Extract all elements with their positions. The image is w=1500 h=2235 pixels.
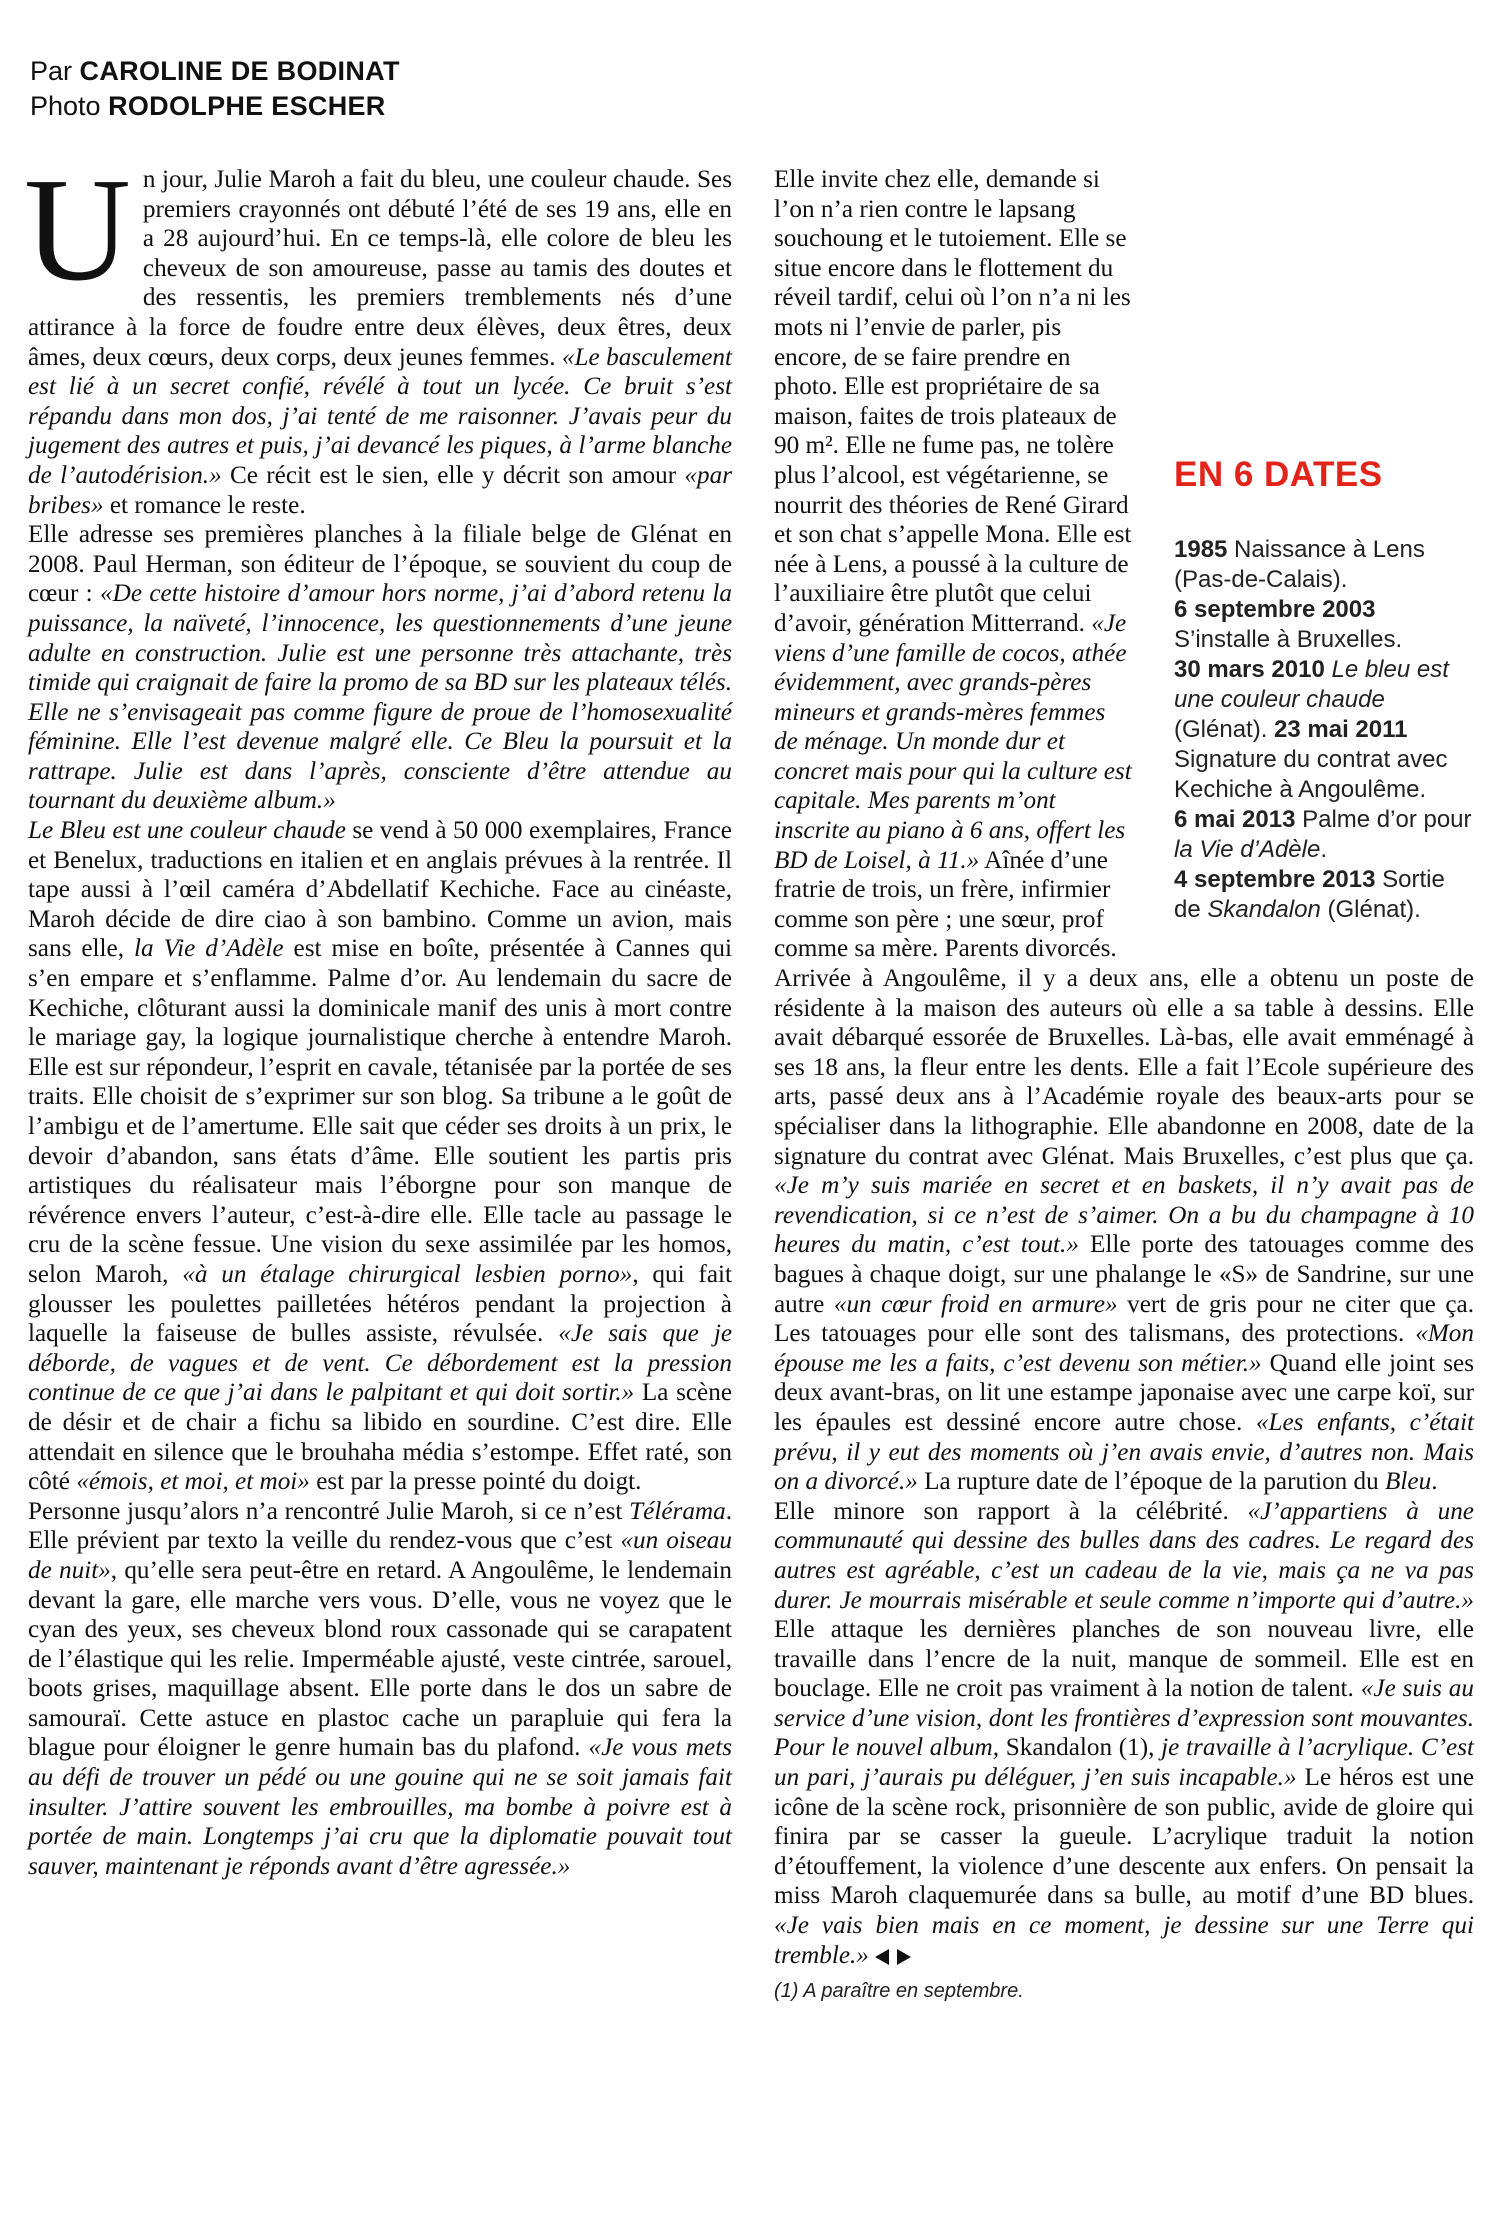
article-text: Le héros est une icône de la scène rock, prisonnière de son public, avide de gloire qui finira par se casser la gueule. L’acrylique traduit la notion d’étouffement, la violence d’une descente aux enfers. On pensait la miss Maroh claquemurée dans sa bulle, au motif d’une BD blues. <box>774 1764 1474 1910</box>
article-text: La rupture date de l’époque de la parution du <box>917 1468 1386 1496</box>
article-text: vert de gris pour ne citer que ça. Les tatouages pour elle sont des talismans, des protections. <box>774 1290 1474 1348</box>
timeline-text: Signature du contrat avec Kechiche à Angoulême. <box>1174 746 1448 803</box>
quote: «Mon épouse me les a faits, c’est devenu son métier.» <box>774 1320 1474 1377</box>
photographer-label: Photo <box>30 91 101 121</box>
quote: «un oiseau de nuit» <box>28 1527 732 1584</box>
article-text: , qui fait glousser les poulettes pailletées hétéros pendant la projection à laquelle la faiseuse de bulles assiste, révulsée. <box>28 1260 732 1348</box>
photographer-line <box>30 89 400 124</box>
timeline-entry <box>1174 535 1474 595</box>
article-text: Elle porte des tatouages comme des bagues à chaque doigt, sur une phalange le «S» de Sandrine, sur une autre <box>774 1231 1475 1318</box>
timeline-text: Sortie de <box>1174 866 1445 923</box>
timeline-work-title: la Vie d’Adèle <box>1174 836 1321 863</box>
photographer-name: RODOLPHE ESCHER <box>108 91 386 121</box>
timeline-work-title: Skandalon <box>1207 896 1321 923</box>
quote: «Je sais que je déborde, de vagues et de vent. Ce débordement est la pression continue de ce que j’ai dans le palpitant et qui doit sortir.» <box>28 1320 732 1407</box>
article-paragraph <box>28 520 732 816</box>
article-text: est mise en boîte, présentée à Cannes qui s’en empare et s’enflamme. Palme d’or. Au lendemain du sacre de Kechiche, clôturant aussi la dominicale manif des unis à mort contre le mariage gay, la logique journalistique cherche à entendre Maroh. Elle est sur répondeur, l’esprit en cavale, tétanisée par la portée de ses traits. Elle choisit de s’exprimer sur son blog. Sa tribune a le goût de l’ambigu et de l’amertume. Elle sait que céder ses droits à un prix, le devoir d’abandon, sans états d’âme. Elle soutient les partis pris artistiques du réalisateur mais l’éborgne pour son manque de révérence envers l’auteur, c’est-à-dire elle. Elle tacle au passage le cru de la scène fessue. Une vision du sexe assimilée par les homos, selon Maroh, <box>28 935 732 1288</box>
article-paragraph <box>28 816 732 1497</box>
article-column-right <box>774 165 1474 2004</box>
article-text: La scène de désir et de chair a fichu sa libido en sourdine. C’est dire. Elle attendait en silence que le brouhaha média s’estompe. Effet raté, son côté <box>28 1379 732 1496</box>
timeline-text: S’installe à Bruxelles. <box>1174 626 1403 653</box>
article-text: n jour, Julie Maroh a fait du bleu, une couleur chaude. Ses premiers crayonnés ont débuté l’été de ses 19 ans, elle en a 28 aujourd’hui. En ce temps-là, elle colore de bleu les cheveux de son amoureuse, passe au tamis des doutes et des ressentis, les premiers tremblements nés d’une attirance à la force de foudre entre deux élèves, deux êtres, deux âmes, deux cœurs, deux corps, deux jeunes femmes. <box>28 166 732 371</box>
quote: je travaille à l’acrylique. C’est un pari, j’aurais pu déléguer, j’en suis incapable.» <box>774 1734 1474 1792</box>
article-text: . Elle prévient par texto la veille du rendez-vous que c’est <box>28 1497 732 1555</box>
article-text: et romance le reste. <box>103 491 306 519</box>
timeline-entry <box>1174 655 1474 805</box>
article-text: . <box>1431 1468 1438 1496</box>
publication-title: Télérama <box>629 1497 726 1525</box>
quote: «Je vais bien mais en ce moment, je dessine sur une Terre qui tremble.» <box>774 1912 1474 1969</box>
timeline-text: . <box>1320 836 1328 863</box>
quote: «par bribes» <box>28 461 733 519</box>
timeline-date: 6 mai 2013 <box>1174 806 1296 833</box>
end-mark-icon <box>875 1949 911 1965</box>
timeline-entry <box>1174 865 1474 925</box>
article-paragraph <box>28 1497 732 1882</box>
timeline-text: (Glénat). <box>1320 896 1421 923</box>
sidebar-title: EN 6 DATES <box>1174 455 1383 494</box>
article-text: se vend à 50 000 exemplaires, France et Benelux, traductions en italien et en anglais prévues à la rentrée. Il tape aussi à l’œil caméra d’Abdellatif Kechiche. Face au cinéaste, Maroh décide de dire ciao à son bambino. Comme un avion, mais sans elle, <box>28 817 732 963</box>
timeline-text: (Glénat). <box>1174 716 1275 743</box>
quote: «J’appartiens à une communauté qui dessine des bulles dans des cadres. Le regard des autres est agréable, c’est un cadeau de la vie, mais ça ne va pas durer. Je mourrais misérable et seule comme n’importe qui d’autre.» <box>774 1497 1474 1614</box>
timeline-date: 6 septembre 2003 <box>1174 596 1376 623</box>
quote: «Je m’y suis mariée en secret et en baskets, il n’y avait pas de revendication, si ce n’est de s’aimer. On a bu du champagne à 10 heures du matin, c’est tout.» <box>774 1172 1474 1259</box>
article-text: Elle adresse ses premières planches à la filiale belge de Glénat en 2008. Paul Herman, son éditeur de l’époque, se souvient du coup de cœur : <box>28 521 732 608</box>
timeline-date: 30 mars 2010 <box>1174 656 1325 683</box>
work-title: la Vie d’Adèle <box>134 935 284 963</box>
article-text: Aînée d’une fratrie de trois, un frère, infirmier comme son père ; une sœur, prof comme sa mère. Parents divorcés. <box>774 846 1117 963</box>
quote: «Les enfants, c’était prévu, il y eut des moments où j’en avais envie, d’autres non. Mais on a divorcé.» <box>774 1408 1474 1496</box>
byline <box>30 54 400 124</box>
article-paragraph <box>774 1497 1474 1971</box>
timeline-text: Palme d’or pour <box>1295 806 1472 833</box>
work-title: Bleu <box>1385 1468 1432 1496</box>
timeline-text: Naissance à Lens (Pas-de-Calais). <box>1174 536 1425 593</box>
dates-sidebar <box>1174 455 1474 925</box>
article-text: Arrivée à Angoulême, il y a deux ans, elle a obtenu un poste de résidente à la maison des auteurs où elle a sa table à dessins. Elle avait débarqué essorée de Bruxelles. Là-bas, elle avait emménagé à ses 18 ans, la fleur entre les dents. Elle a fait l’Ecole supérieure des arts, passé deux ans à l’Académie royale des beaux-arts pour se spécialiser dans la lithographie. Elle abandonne en 2008, date de la signature du contrat avec Glénat. Mais Bruxelles, c’est plus que ça. <box>774 965 1474 1170</box>
timeline-entry <box>1174 595 1474 655</box>
author-label: Par <box>30 56 73 86</box>
article-text: Quand elle joint ses deux avant-bras, on lit une estampe japonaise avec une carpe koï, sur les épaules est dessiné encore autre chose. <box>774 1349 1474 1436</box>
article-text: Elle invite chez elle, demande si l’on n’a rien contre le lapsang souchoung et le tutoiement. Elle se situe encore dans le flottement du réveil tardif, celui où l’on n’a ni les mots ni l’envie de parler, pis encore, de se faire prendre en photo. Elle est propriétaire de sa maison, faites de trois plateaux de 90 m². Elle ne fume pas, ne tolère plus l’alcool, est végétarienne, se nourrit des théories de René Girard et son chat s’appelle Mona. Elle est née à Lens, a poussé à la culture de l’auxiliaire être plutôt que celui d’avoir, génération Mitterrand. <box>774 166 1132 637</box>
article-text: Elle attaque les dernières planches de son nouveau livre, elle travaille dans l’encre de la nuit, manque de sommeil. Elle est en bouclage. Elle ne croit pas vraiment à la notion de talent. <box>774 1616 1474 1703</box>
quote: «De cette histoire d’amour hors norme, j’ai d’abord retenu la puissance, la naïveté, l’innocence, les questionnements d’une jeune adulte en construction. Julie est une personne très attachante, très timide qui craignait de faire la promo de sa BD sur les plateaux télés. Elle ne s’envisageait pas comme figure de proue de l’homosexualité féminine. Elle l’est devenue malgré elle. Ce Bleu la poursuit et la rattrape. Julie est dans l’après, consciente d’être attendue au tournant du deuxième album.» <box>28 580 732 815</box>
author-line <box>30 54 400 89</box>
article-text: Personne jusqu’alors n’a rencontré Julie Maroh, si ce n’est <box>28 1497 630 1525</box>
quote: «Le basculement est lié à un secret confié, révélé à tout un lycée. Ce bruit s’est répandu dans mon dos, j’ai tenté de me raisonner. J’avais peur du jugement des autres et puis, j’ai devancé les piques, à l’arme blanche de l’autodérision.» <box>28 343 732 489</box>
quote: «à un étalage chirurgical lesbien porno» <box>182 1260 633 1288</box>
footnote: (1) A paraître en septembre. <box>774 1980 1024 2003</box>
quote: «Je suis au service d’une vision, dont les frontières d’expression sont mouvantes. Pour le nouvel album, <box>774 1675 1474 1762</box>
article-paragraph <box>774 964 1474 1497</box>
timeline-date: 4 septembre 2013 <box>1174 866 1376 893</box>
article-column-left <box>24 148 733 1881</box>
quote: «un cœur froid en armure» <box>833 1290 1118 1318</box>
quote: «Je vous mets au défi de trouver un pédé ou une gouine qui ne se soit jamais fait insulter. J’attire souvent les embrouilles, ma bombe à poivre est à portée de main. Longtemps j’ai cru que la diplomatie pouvait tout sauver, maintenant je réponds avant d’être agressée.» <box>28 1734 732 1880</box>
article-text: Ce récit est le sien, elle y décrit son amour <box>221 461 685 489</box>
article-text: Skandalon (1), <box>999 1734 1162 1762</box>
author-name: CAROLINE DE BODINAT <box>79 56 400 86</box>
work-title: Le Bleu est une couleur chaude <box>28 817 346 845</box>
quote: «Je viens d’une famille de cocos, athée évidemment, avec grands-pères mineurs et grands-mères femmes de ménage. Un monde dur et concret mais pour qui la culture est capitale. Mes parents m’ont inscrite au piano à 6 ans, offert les BD de Loisel, à 11.» <box>774 609 1132 874</box>
article-text: est par la presse pointé du doigt. <box>309 1468 642 1496</box>
article-text: Elle minore son rapport à la célébrité. <box>774 1497 1248 1525</box>
article-paragraph <box>24 148 733 520</box>
drop-cap: U <box>24 148 131 312</box>
timeline-work-title: Le bleu est une couleur chaude <box>1174 656 1449 713</box>
timeline-entry <box>1174 805 1474 865</box>
timeline-date: 23 mai 2011 <box>1274 716 1408 743</box>
article-text: , qu’elle sera peut-être en retard. A Angoulême, le lendemain devant la gare, elle marche vers vous. D’elle, vous ne voyez que le cyan des yeux, ses cheveux blond roux cassonade qui se carapatent de l’élastique qui les relie. Imperméable ajusté, veste cintrée, sarouel, boots grises, maquillage absent. Elle porte dans le dos un sabre de samouraï. Cette astuce en plastoc cache un parapluie qui fera la blague pour éloigner le genre humain bas du plafond. <box>28 1556 732 1762</box>
timeline-date: 1985 <box>1174 536 1228 563</box>
quote: «émois, et moi, et moi» <box>76 1468 310 1496</box>
